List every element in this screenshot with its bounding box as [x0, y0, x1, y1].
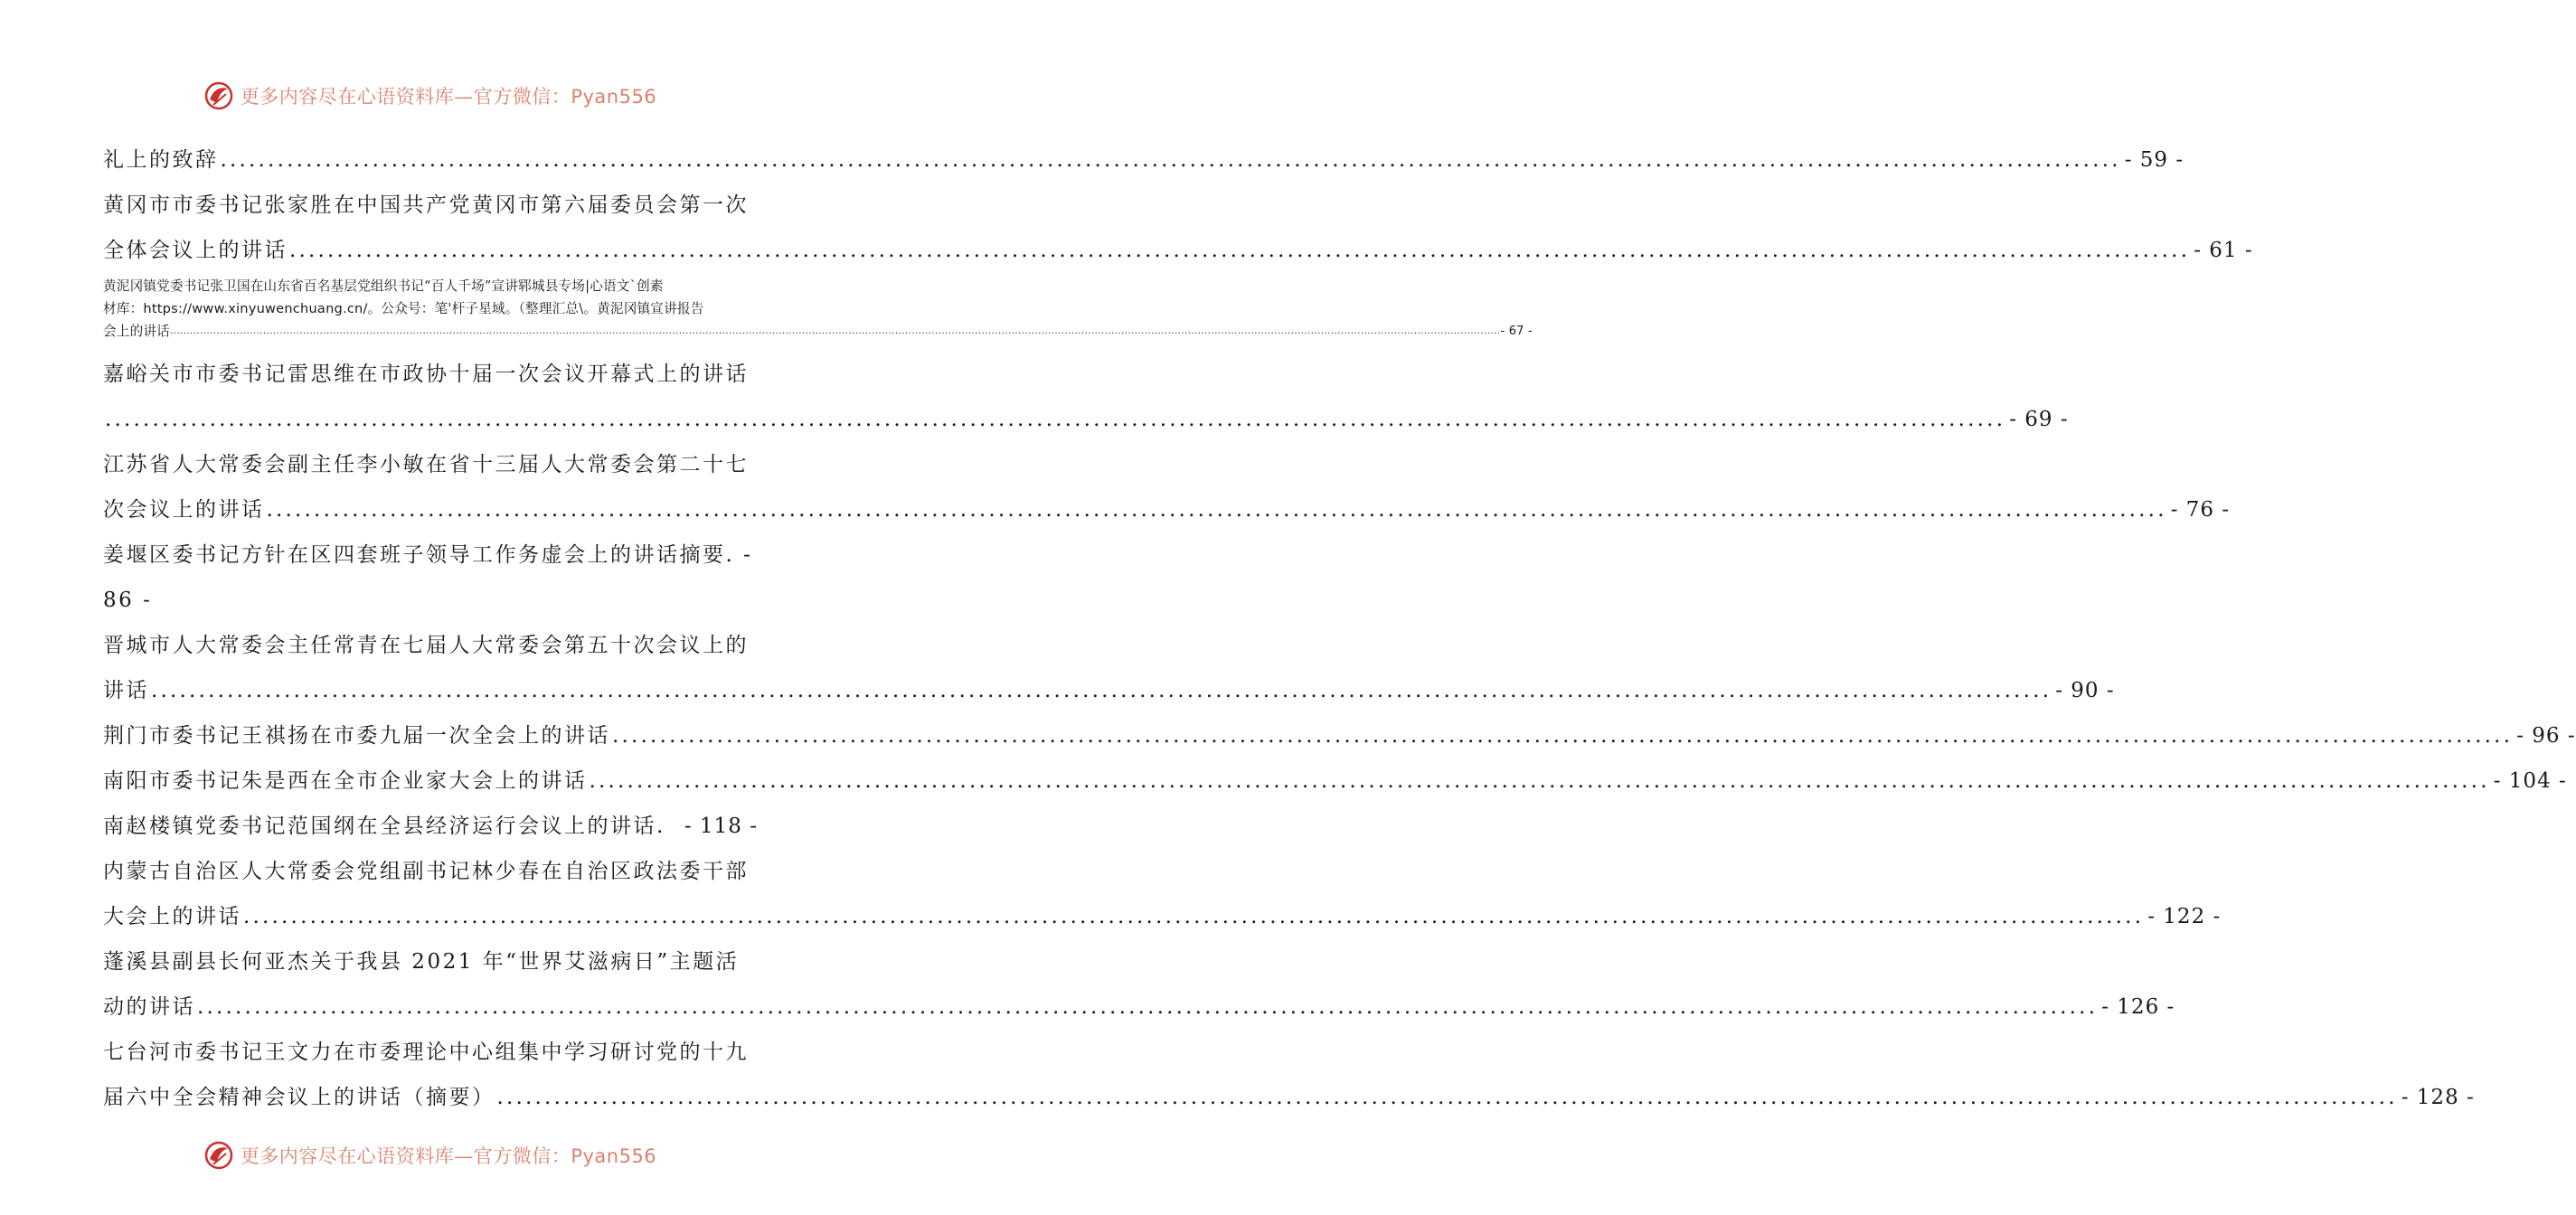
- toc-entry-title: 次会议上的讲话: [103, 498, 265, 522]
- toc-entry-page: - 104 -: [2493, 769, 2567, 793]
- toc-entry-title: 动的讲话: [103, 995, 195, 1019]
- toc-entry-title: 南赵楼镇党委书记范国纲在全县经济运行会议上的讲话.: [103, 815, 665, 838]
- toc-leader-dots: ........................................................................................................................................................................................................: [266, 498, 2167, 522]
- toc-entry-title: 晋城市人大常委会主任常青在七届人大常委会第五十次会议上的: [103, 634, 749, 657]
- toc-entry-page: - 61 -: [2194, 239, 2253, 262]
- toc-entry-page: - 118 -: [684, 815, 758, 838]
- table-of-contents: [103, 137, 2576, 1120]
- toc-entry: [103, 758, 2567, 804]
- toc-entry: [103, 1030, 758, 1075]
- toc-entry: [103, 1075, 2475, 1120]
- toc-entry-title: 礼上的致辞: [103, 148, 219, 172]
- toc-entry-title: 蓬溪县副县长何亚杰关于我县 2021 年“世界艾滋病日”主题活: [103, 950, 740, 974]
- toc-entry-small-text: 会上的讲话: [103, 324, 170, 339]
- banner-wechat: Pyan556: [571, 86, 657, 108]
- toc-entry-title: 姜堰区委书记方针在区四套班子领导工作务虚会上的讲话摘要. -: [103, 543, 753, 567]
- toc-entry: [103, 713, 2576, 758]
- toc-entry: [103, 939, 758, 984]
- toc-entry: [103, 804, 758, 849]
- toc-entry: [103, 668, 2115, 713]
- footer-banner: [0, 1137, 859, 1173]
- toc-entry-title: 荆门市委书记王祺扬在市委九届一次全会上的讲话: [103, 724, 610, 748]
- toc-entry-page: - 96 -: [2516, 724, 2576, 748]
- toc-leader-dots: ........................................................................................................................................................................................................: [151, 679, 2052, 702]
- toc-leader-dots: ........................................................................................................................................................................................................: [496, 1086, 2398, 1109]
- toc-entry-title: 86 -: [103, 589, 153, 612]
- toc-entry-title: 全体会议上的讲话: [103, 239, 288, 262]
- toc-entry-page: - 90 -: [2055, 679, 2115, 702]
- toc-entry-title: 七台河市委书记王文力在市委理论中心组集中学习研讨党的十九: [103, 1041, 749, 1064]
- toc-entry: [103, 183, 758, 228]
- toc-leader-dots: ........................................................................................................................................................................................................: [289, 239, 2191, 262]
- toc-leader-dots: ........................................................................................................................................................................................................: [105, 408, 2006, 431]
- toc-entry-title: 江苏省人大常委会副主任李小敏在省十三届人大常委会第二十七: [103, 453, 749, 476]
- toc-entry-page: - 67 -: [1500, 325, 1533, 338]
- toc-entry-title: 嘉峪关市市委书记雷思维在市政协十届一次会议开幕式上的讲话: [103, 363, 749, 386]
- toc-entry: [103, 352, 758, 397]
- toc-leader-dots: ........................................................................................................................................................................................................: [612, 724, 2514, 748]
- toc-entry-title: 届六中全会精神会议上的讲话（摘要）: [103, 1086, 495, 1109]
- toc-leader-dots: ........................................................................................................................................................................................................: [243, 905, 2145, 928]
- toc-entry-title: 讲话: [103, 679, 149, 702]
- toc-entry-page: - 122 -: [2147, 905, 2222, 928]
- toc-leader-dots: ........................................................................................................................................................................................................: [220, 148, 2121, 172]
- toc-entry-small-line: 黄泥冈镇党委书记张卫国在山东省百名基层党组织书记“百人千场”宣讲郓城县专场|心语文`创素: [103, 278, 664, 294]
- toc-entry-title: 内蒙古自治区人大常委会党组副书记林少春在自治区政法委干部: [103, 860, 749, 883]
- toc-entry-page: - 128 -: [2401, 1086, 2475, 1109]
- toc-entry-title: 大会上的讲话: [103, 905, 241, 928]
- toc-entry-small-line: [103, 297, 758, 320]
- toc-entry: [103, 487, 2231, 532]
- banner-wechat: Pyan556: [571, 1145, 657, 1167]
- toc-entry: [103, 623, 758, 668]
- toc-entry: [103, 137, 2184, 183]
- toc-entry-page: - 69 -: [2009, 408, 2069, 431]
- header-banner: [0, 78, 859, 114]
- logo-icon: [203, 1139, 235, 1172]
- toc-entry-small-text: 材库：: [103, 301, 144, 316]
- toc-entry-title: 黄冈市市委书记张家胜在中国共产党黄冈市第六届委员会第一次: [103, 193, 749, 217]
- toc-entry-page: - 76 -: [2170, 498, 2231, 522]
- toc-entry: [103, 228, 2253, 273]
- toc-entry-title: 南阳市委书记朱是西在全市企业家大会上的讲话: [103, 769, 588, 793]
- toc-leader-dots: ........................................................................................................................................................................................................: [197, 995, 2099, 1019]
- toc-entry: [103, 984, 2175, 1030]
- toc-entry-small-text: 。公众号：笔'杆子星域。（整理汇总\。黄泥冈镇宣讲报告: [367, 301, 704, 316]
- toc-leader-dots: ........................................................................................................................................................................................................: [589, 769, 2490, 793]
- toc-entry: [103, 532, 758, 578]
- toc-entry-page: - 59 -: [2124, 148, 2184, 172]
- toc-entry: [103, 894, 2222, 939]
- banner-text: 更多内容尽在心语资料库—官方微信：Pyan556: [240, 1145, 657, 1167]
- toc-leader-dots: ................................................................................................................................................................................................................................................................................................................................................................................................................: [169, 326, 1501, 336]
- toc-entry: [103, 397, 2069, 442]
- toc-entry-page: - 126 -: [2101, 995, 2175, 1019]
- toc-leader-dots: [667, 804, 681, 849]
- toc-entry-small: [103, 275, 1533, 343]
- banner-text: 更多内容尽在心语资料库—官方微信：Pyan556: [240, 86, 657, 108]
- toc-entry: [103, 849, 758, 894]
- toc-entry: [103, 578, 758, 623]
- logo-icon: [203, 80, 235, 112]
- toc-entry-small-line: [103, 320, 1533, 343]
- toc-entry: [103, 442, 758, 487]
- url-text: https://www.xinyuwenchuang.cn/: [143, 301, 368, 316]
